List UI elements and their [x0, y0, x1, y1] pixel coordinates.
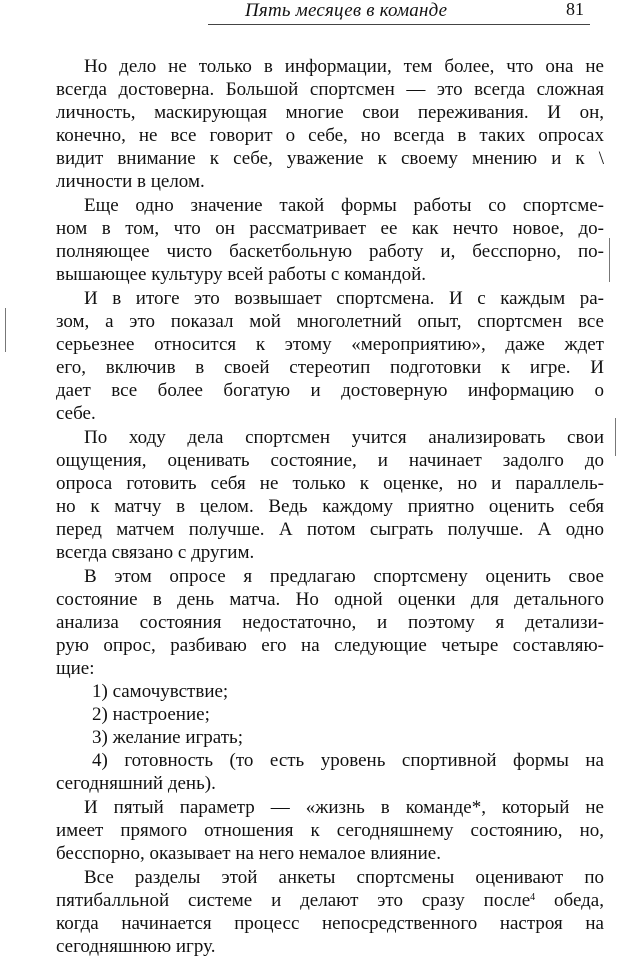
text-line: ощущения, оценивать состояние, и начинает задолго до [56, 450, 604, 471]
text-line: Еще одно значение такой формы работы со спортсме- [84, 195, 604, 216]
list-item: 2) настроение; [92, 704, 210, 725]
text-line: анализа состояния недостаточно, и поэтому я детализи- [56, 612, 604, 633]
text-line: Все разделы этой анкеты спортсмены оценивают по [84, 867, 604, 888]
text-line: ном в том, что он рассматривает ее как нечто новое, до- [56, 218, 604, 239]
running-header-title: Пять месяцев в команде [245, 0, 448, 21]
text-line: личности в целом. [56, 171, 205, 192]
text-line: зом, а это показал мой многолетний опыт, спортсмен все [56, 311, 604, 332]
text-line: серьезнее относится к этому «мероприятию», даже ждет [56, 334, 604, 355]
scan-margin-mark-right-2 [615, 418, 616, 456]
text-line: щие: [56, 658, 95, 679]
text-line: рую опрос, разбиваю его на следующие четыре составляю- [56, 635, 604, 656]
text-line: но к матчу в целом. Ведь каждому приятно оценить себя [56, 496, 604, 517]
text-line: И в итоге это возвышает спортсмена. И с каждым ра- [84, 288, 604, 309]
text-line: имеет прямого отношения к сегодняшнему состоянию, но, [56, 820, 604, 841]
text-line: Но дело не только в информации, тем более, что она не [84, 56, 604, 77]
footnote-mark: 4 [530, 892, 536, 903]
text-line: всегда достоверна. Большой спортсмен — это всегда сложная [56, 79, 604, 100]
text-line: конечно, не все говорит о себе, но всегда в таких опросах [56, 125, 604, 146]
text-line: бесспорно, оказывает на него немалое влияние. [56, 843, 441, 864]
text-line: сегодняшний день). [56, 773, 216, 794]
text-line: По ходу дела спортсмен учится анализировать свои [84, 427, 604, 448]
text-line: перед матчем получше. А потом сыграть получше. А одно [56, 519, 604, 540]
header-rule [208, 24, 590, 25]
page-number: 81 [566, 0, 584, 19]
text-line: вышающее культуру всей работы с командой. [56, 264, 427, 285]
text-line: состояние в день матча. Но одной оценки для детального [56, 589, 604, 610]
scan-margin-mark-left [5, 308, 6, 352]
text-line: когда начинается процесс непосредственного настроя на [56, 913, 604, 934]
text-line: себе. [56, 403, 96, 424]
text-line: опроса готовить себя не только к оценке, но и параллель- [56, 473, 604, 494]
list-item: 4) готовность (то есть уровень спортивной формы на [92, 750, 604, 771]
scan-margin-mark-right-1 [609, 238, 610, 282]
text-line: И пятый параметр — «жизнь в команде*, который не [84, 797, 604, 818]
text-fragment: пятибалльной системе и делают это сразу после [56, 890, 531, 911]
list-item: 3) желание играть; [92, 727, 243, 748]
text-line: личность, маскирующая многие свои переживания. И он, [56, 102, 604, 123]
text-line: всегда связано с другим. [56, 542, 255, 563]
text-line: дает все более богатую и достоверную информацию о [56, 380, 604, 401]
text-line-with-footnote [56, 890, 604, 912]
text-line: полняющее чисто баскетбольную работу и, бесспорно, по- [56, 241, 604, 262]
list-item: 1) самочувствие; [92, 681, 229, 702]
text-fragment: обеда, [535, 890, 604, 911]
text-line: сегодняшнюю игру. [56, 936, 216, 957]
text-line: видит внимание к себе, уважение к своему мнению и к \ [56, 148, 604, 169]
text-line: В этом опросе я предлагаю спортсмену оценить свое [84, 566, 604, 587]
text-line: его, включив в своей стереотип подготовки к игре. И [56, 357, 604, 378]
